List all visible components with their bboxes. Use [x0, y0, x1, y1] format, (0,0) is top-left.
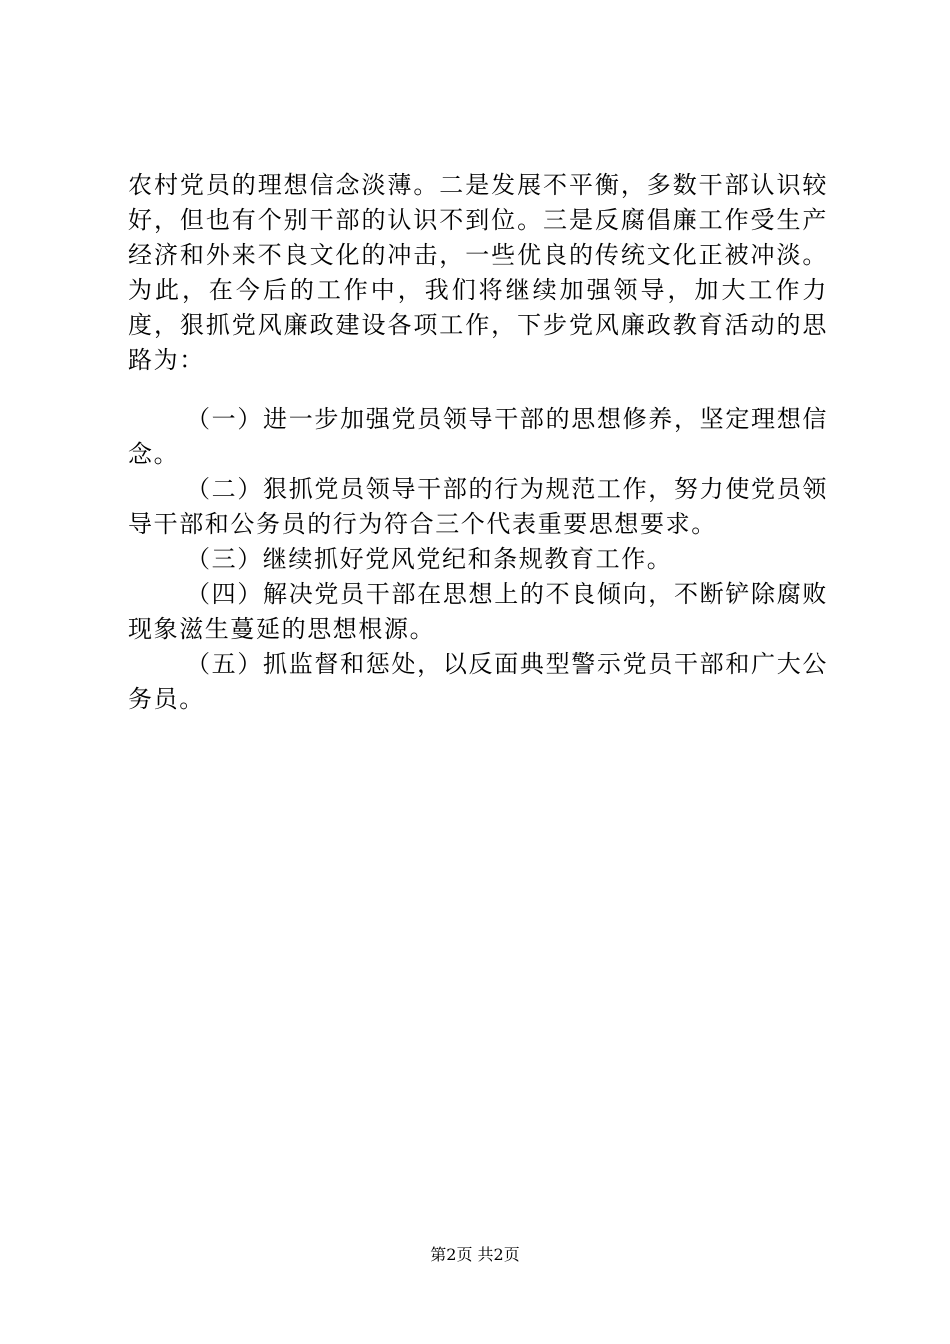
intro-paragraph: 农村党员的理想信念淡薄。二是发展不平衡，多数干部认识较好，但也有个别干部的认识不到位。三是反腐倡廉工作受生产经济和外来不良文化的冲击，一些优良的传统文化正被冲淡。为此，在今后的工作中，我们将继续加强领导，加大工作力度，狠抓党风廉政建设各项工作，下步党风廉政教育活动的思路为：	[128, 171, 828, 374]
list-item-1: （一）进一步加强党员领导干部的思想修养，坚定理想信念。	[128, 405, 828, 468]
list-item-5: （五）抓监督和惩处，以反面典型警示党员干部和广大公务员。	[128, 650, 828, 713]
list-item-2: （二）狠抓党员领导干部的行为规范工作，努力使党员领导干部和公务员的行为符合三个代表重要思想要求。	[128, 475, 828, 538]
document-body	[128, 168, 828, 717]
list-item-3: （三）继续抓好党风党纪和条规教育工作。	[186, 545, 673, 573]
page-number: 第2页 共2页	[430, 1245, 520, 1264]
list-item-4: （四）解决党员干部在思想上的不良倾向，不断铲除腐败现象滋生蔓延的思想根源。	[128, 580, 828, 643]
page-footer	[0, 1244, 950, 1266]
